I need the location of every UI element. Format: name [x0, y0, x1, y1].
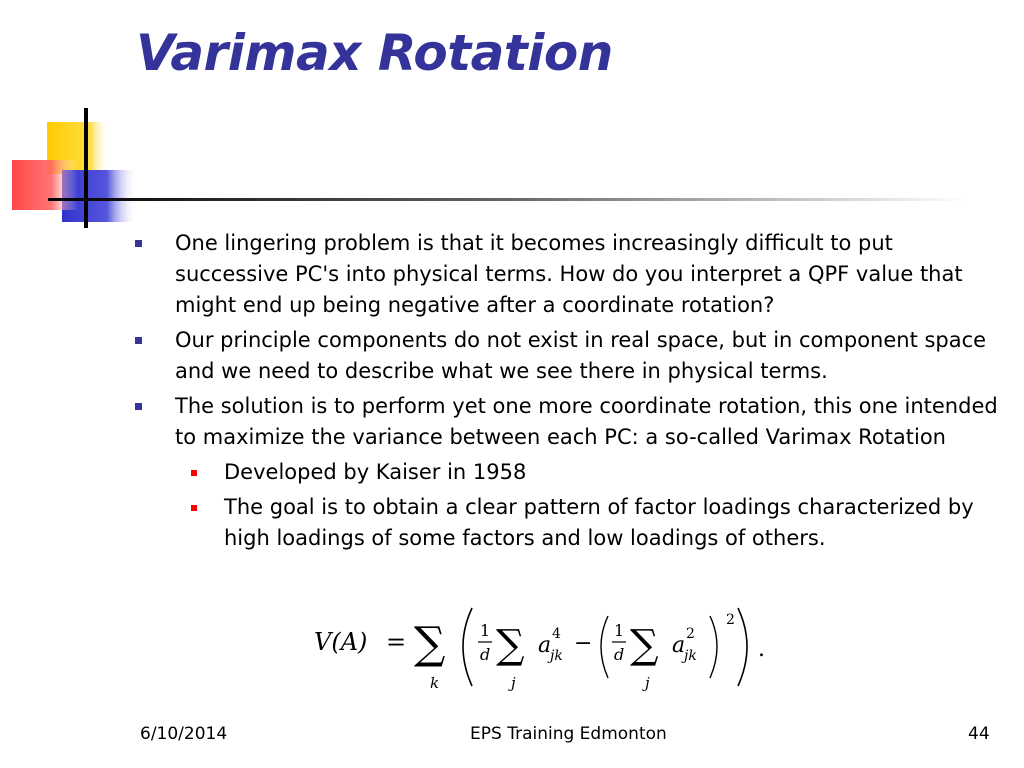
formula-d-b: d [614, 645, 625, 664]
footer-date: 6/10/2014 [140, 724, 228, 744]
bullet-text: One lingering problem is that it becomes increasingly difficult to put successive PC's into physical terms. How do you interpret a QPF value that might end up being negative after a coordinate rotation? [175, 231, 963, 317]
vertical-line [84, 108, 88, 228]
horizontal-rule [48, 198, 968, 201]
footer-page-number: 44 [968, 724, 990, 744]
sub-bullet-text: The goal is to obtain a clear pattern of factor loadings characterized by high loadings of some factors and low loadings of others. [224, 495, 974, 550]
bullet-item [130, 325, 1010, 387]
square-sub-bullet-icon [191, 505, 197, 511]
formula-sub-jk-a: jk [550, 648, 563, 664]
formula-sum-k: ∑ [414, 618, 446, 669]
square-bullet-icon [135, 337, 142, 344]
formula-inner-left-paren [601, 616, 608, 678]
sub-bullet-item [130, 492, 1010, 554]
slide-title: Varimax Rotation [136, 24, 613, 82]
formula-inner-right-paren [710, 616, 717, 678]
formula-equals: = [386, 628, 407, 656]
formula-exp4: 4 [552, 626, 561, 642]
square-bullet-icon [135, 403, 142, 410]
varimax-formula [306, 600, 776, 700]
formula-index-j-a: j [511, 674, 516, 692]
formula-sum-j-b: ∑ [630, 622, 659, 668]
sub-bullet-item [130, 457, 1010, 488]
red-square [12, 160, 78, 210]
bullet-item [130, 391, 1010, 453]
formula-exp2-inner: 2 [686, 626, 695, 642]
footer-center-text: EPS Training Edmonton [470, 724, 667, 744]
formula-sum-j-a: ∑ [496, 622, 525, 668]
formula-d-a: d [480, 645, 491, 664]
bullet-item [130, 228, 1010, 321]
bullet-list [130, 228, 1010, 558]
bullet-text: The solution is to perform yet one more coordinate rotation, this one intended to maximize the variance between each PC: a so-called Varimax Rotation [175, 394, 998, 449]
formula-a-a: a [538, 633, 552, 658]
bullet-text: Our principle components do not exist in real space, but in component space and we need to describe what we see there in physical terms. [175, 328, 987, 383]
sub-bullet-text: Developed by Kaiser in 1958 [224, 460, 527, 484]
formula-index-j-b: j [645, 674, 650, 692]
formula-big-left-paren [463, 608, 472, 686]
formula-lhs: V(A) [314, 628, 368, 656]
square-sub-bullet-icon [191, 470, 197, 476]
formula-period: . [758, 637, 765, 662]
formula-minus: − [574, 631, 593, 656]
formula-exp2-outer: 2 [726, 612, 735, 628]
formula-one-a: 1 [480, 621, 491, 640]
formula-index-k: k [430, 674, 440, 692]
square-bullet-icon [135, 240, 142, 247]
formula-a-b: a [672, 633, 686, 658]
formula-sub-jk-b: jk [684, 648, 697, 664]
formula-one-b: 1 [614, 621, 625, 640]
formula-big-right-paren [738, 608, 747, 686]
